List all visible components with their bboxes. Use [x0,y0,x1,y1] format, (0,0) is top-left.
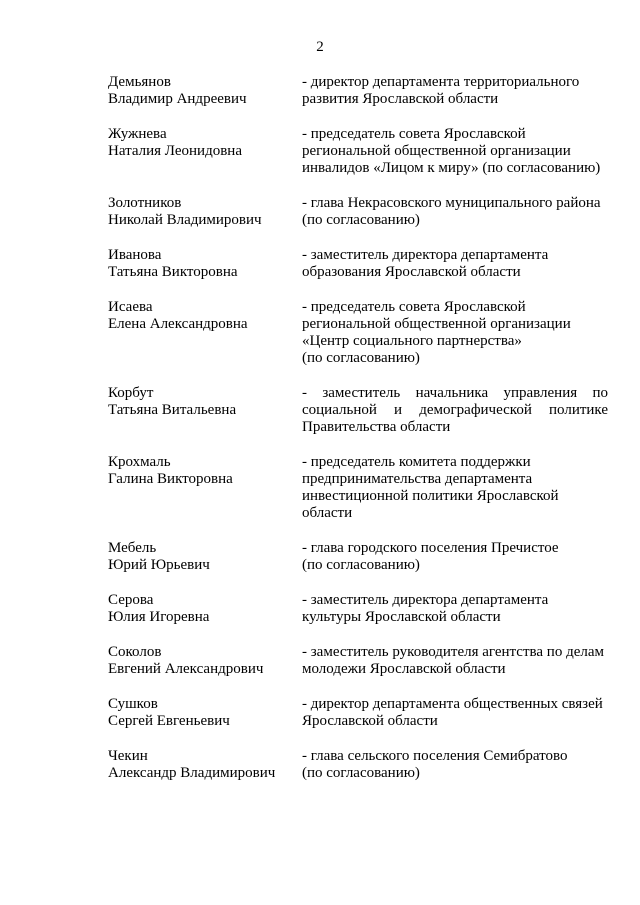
member-given-names: Татьяна Викторовна [108,264,238,280]
member-entry [108,247,608,281]
member-name [108,385,302,419]
member-entry [108,696,608,730]
member-role [302,299,608,367]
member-name [108,748,302,782]
member-surname: Серова [108,592,154,608]
member-role [302,748,608,782]
member-surname: Демьянов [108,74,171,90]
member-role [302,696,608,730]
role-line: инвестиционной политики Ярославской [302,488,559,504]
role-line: - председатель совета Ярославской [302,126,526,142]
member-given-names: Евгений Александрович [108,661,264,677]
member-name [108,299,302,333]
member-surname: Соколов [108,644,162,660]
role-line: предпринимательства департамента [302,471,533,487]
member-surname: Исаева [108,299,153,315]
role-line: (по согласованию) [302,350,420,366]
member-role [302,247,608,281]
member-entry [108,385,608,436]
page-number: 2 [316,39,324,55]
member-name [108,126,302,160]
member-role [302,454,608,522]
role-line: области [302,505,353,521]
role-line: культуры Ярославской области [302,609,501,625]
member-role [302,385,608,436]
member-given-names: Николай Владимирович [108,212,262,228]
member-entry [108,748,608,782]
member-entry [108,540,608,574]
member-surname: Жужнева [108,126,167,142]
role-line: (по согласованию) [302,765,420,781]
role-line: Ярославской области [302,713,438,729]
role-line: - глава Некрасовского муниципального района [302,195,601,211]
role-line: молодежи Ярославской области [302,661,506,677]
member-name [108,454,302,488]
role-line: - заместитель директора департамента [302,592,549,608]
role-line: - директор департамента общественных связей [302,696,603,712]
member-role [302,74,608,108]
member-entry [108,592,608,626]
role-line: инвалидов «Лицом к миру» (по согласованию) [302,160,601,176]
role-line: региональной общественной организации [302,316,571,332]
member-surname: Корбут [108,385,154,401]
member-role [302,592,608,626]
member-surname: Чекин [108,748,148,764]
role-line: - глава городского поселения Пречистое [302,540,559,556]
member-entry [108,454,608,522]
role-line: (по согласованию) [302,557,420,573]
role-line: - директор департамента территориального [302,74,580,90]
member-entry [108,195,608,229]
member-role [302,644,608,678]
member-role [302,195,608,229]
member-role [302,126,608,177]
role-line: - заместитель руководителя агентства по делам [302,644,605,660]
member-given-names: Сергей Евгеньевич [108,713,230,729]
member-given-names: Юрий Юрьевич [108,557,210,573]
role-line: Правительства области [302,419,451,435]
member-given-names: Татьяна Витальевна [108,402,237,418]
member-entry [108,644,608,678]
member-entry [108,126,608,177]
role-line: «Центр социального партнерства» [302,333,522,349]
member-name [108,74,302,108]
role-line: образования Ярославской области [302,264,521,280]
member-name [108,644,302,678]
member-surname: Мебель [108,540,157,556]
member-list [108,74,608,782]
member-given-names: Юлия Игоревна [108,609,210,625]
member-given-names: Владимир Андреевич [108,91,247,107]
role-line: - глава сельского поселения Семибратово [302,748,568,764]
member-surname: Сушков [108,696,158,712]
member-given-names: Александр Владимирович [108,765,276,781]
role-line: региональной общественной организации [302,143,571,159]
role-line: - председатель комитета поддержки [302,454,531,470]
member-surname: Иванова [108,247,162,263]
role-line: социальной и демографической политике [302,402,608,418]
member-surname: Золотников [108,195,182,211]
member-surname: Крохмаль [108,454,171,470]
role-line: - председатель совета Ярославской [302,299,526,315]
role-line: (по согласованию) [302,212,420,228]
member-given-names: Елена Александровна [108,316,248,332]
member-name [108,195,302,229]
member-name [108,540,302,574]
member-entry [108,299,608,367]
member-role [302,540,608,574]
member-given-names: Наталия Леонидовна [108,143,242,159]
member-name [108,696,302,730]
member-name [108,592,302,626]
role-line: - заместитель начальника управления по [302,385,608,401]
member-entry [108,74,608,108]
role-line: - заместитель директора департамента [302,247,549,263]
member-given-names: Галина Викторовна [108,471,233,487]
member-name [108,247,302,281]
role-line: развития Ярославской области [302,91,499,107]
